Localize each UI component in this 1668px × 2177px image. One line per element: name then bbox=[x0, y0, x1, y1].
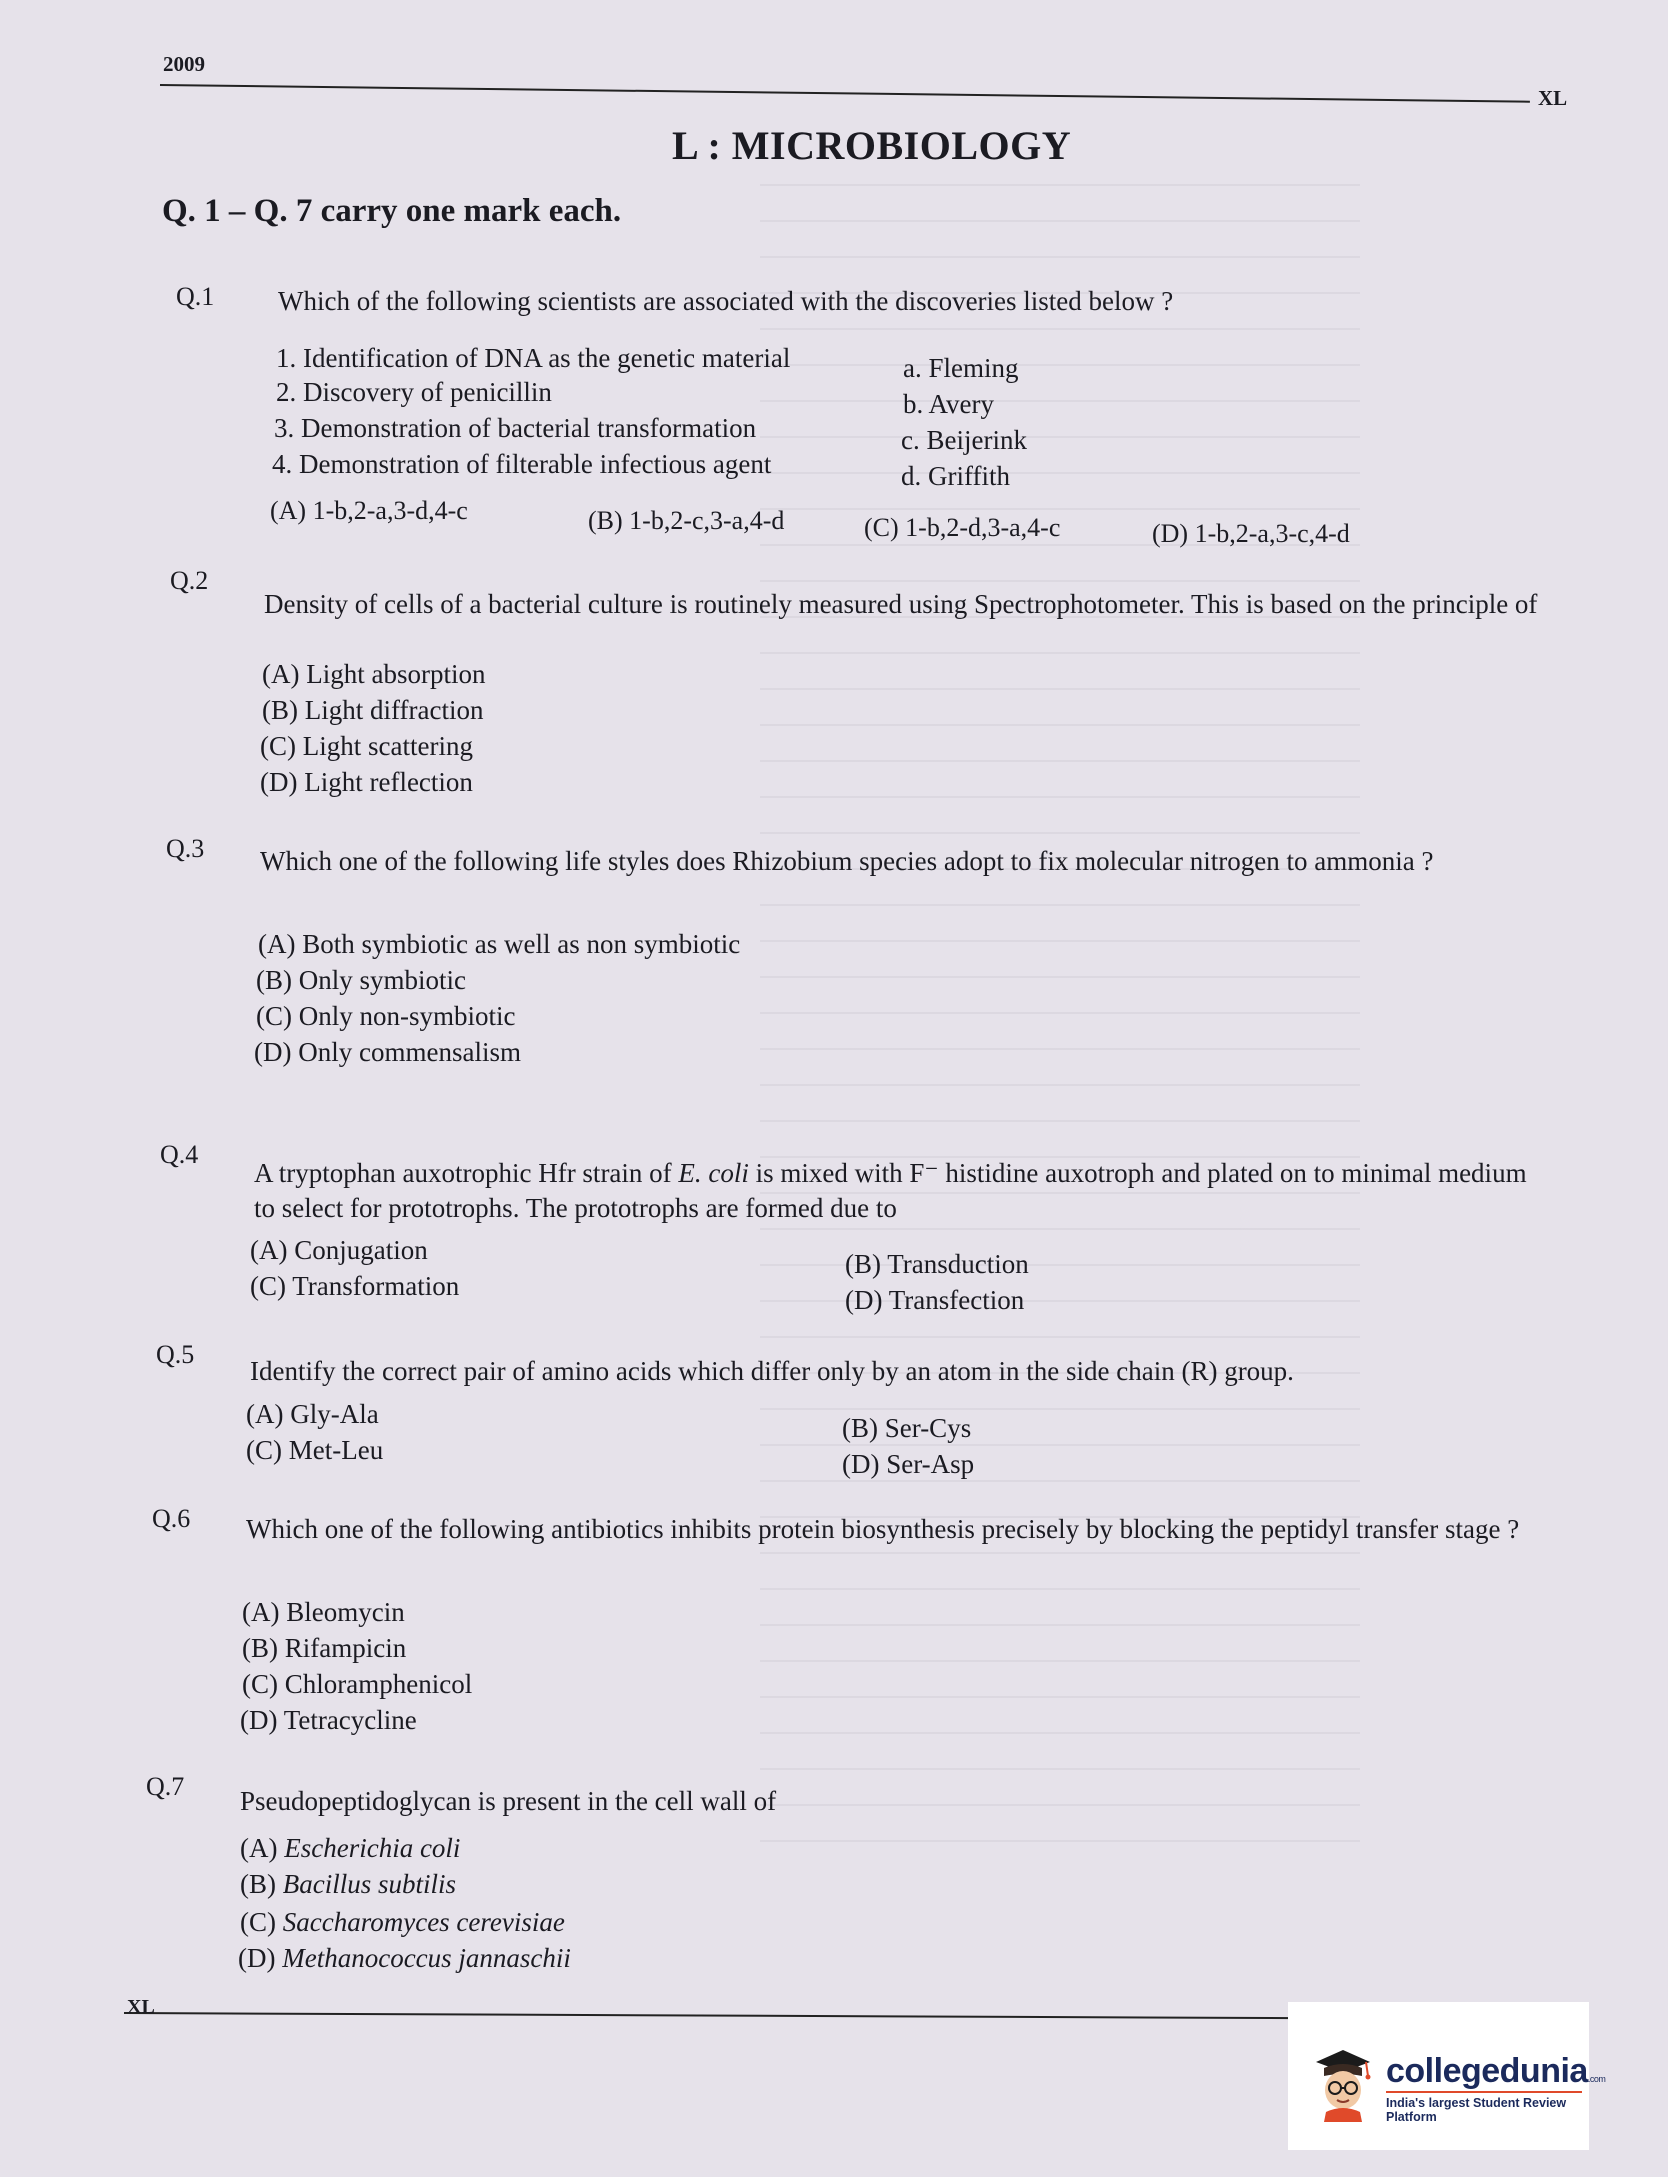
logo-wordmark: collegedunia.com bbox=[1386, 2052, 1606, 2090]
question-number: Q.6 bbox=[152, 1504, 191, 1533]
question-text: A tryptophan auxotrophic Hfr strain of E. coli is mixed with F⁻ histidine auxotroph and plated on to minimal medium to select for prototrophs. The prototrophs are formed due to bbox=[254, 1158, 1527, 1223]
answer-option[interactable]: (C) Light scattering bbox=[260, 731, 473, 761]
question-number: Q.7 bbox=[146, 1772, 185, 1801]
question-number: Q.2 bbox=[170, 566, 209, 595]
question-text: Density of cells of a bacterial culture is routinely measured using Spectrophotometer. This is based on the principle of bbox=[264, 589, 1538, 619]
match-item-left: 1. Identification of DNA as the genetic material bbox=[276, 343, 791, 373]
footer-paper-code: XL bbox=[127, 1996, 155, 2018]
answer-option[interactable]: (D) Transfection bbox=[845, 1285, 1025, 1315]
answer-option[interactable]: (C) Transformation bbox=[250, 1271, 460, 1301]
question-number: Q.1 bbox=[176, 282, 215, 311]
logo-underline bbox=[1386, 2091, 1582, 2093]
answer-option[interactable]: (B) 1-b,2-c,3-a,4-d bbox=[588, 506, 785, 535]
show-through-text bbox=[760, 150, 1360, 1850]
header-year: 2009 bbox=[163, 52, 205, 76]
answer-option[interactable]: (A) Gly-Ala bbox=[246, 1399, 379, 1429]
answer-option[interactable]: (B) Light diffraction bbox=[262, 695, 484, 725]
answer-option[interactable]: (A) Conjugation bbox=[250, 1235, 428, 1265]
answer-option[interactable]: (C) 1-b,2-d,3-a,4-c bbox=[864, 513, 1061, 542]
answer-option[interactable]: (A) Bleomycin bbox=[242, 1597, 405, 1627]
answer-option[interactable]: (A) Both symbiotic as well as non symbiotic bbox=[258, 929, 741, 959]
match-item-right: b. Avery bbox=[903, 389, 994, 419]
student-mascot-icon bbox=[1310, 2042, 1376, 2122]
answer-option[interactable]: (A) 1-b,2-a,3-d,4-c bbox=[270, 496, 468, 525]
question-number: Q.4 bbox=[160, 1140, 199, 1169]
question-text: Identify the correct pair of amino acids which differ only by an atom in the side chain (R) group. bbox=[250, 1356, 1294, 1386]
match-item-left: 3. Demonstration of bacterial transformation bbox=[274, 413, 757, 443]
answer-option[interactable]: (C) Saccharomyces cerevisiae bbox=[240, 1907, 565, 1937]
match-item-right: c. Beijerink bbox=[901, 425, 1027, 455]
section-note: Q. 1 – Q. 7 carry one mark each. bbox=[162, 193, 622, 229]
match-item-right: d. Griffith bbox=[901, 461, 1010, 491]
answer-option[interactable]: (B) Bacillus subtilis bbox=[240, 1869, 457, 1899]
question-text: Which one of the following life styles does Rhizobium species adopt to fix molecular nitrogen to ammonia ? bbox=[260, 846, 1434, 876]
logo-tagline: India's largest Student Review Platform bbox=[1386, 2096, 1567, 2124]
answer-option[interactable]: (D) 1-b,2-a,3-c,4-d bbox=[1152, 519, 1350, 548]
answer-option[interactable]: (D) Only commensalism bbox=[254, 1037, 521, 1067]
answer-option[interactable]: (A) Escherichia coli bbox=[240, 1833, 461, 1863]
question-number: Q.3 bbox=[166, 834, 205, 863]
answer-option[interactable]: (C) Chloramphenicol bbox=[242, 1669, 473, 1699]
question-text: Which one of the following antibiotics inhibits protein biosynthesis precisely by blocking the peptidyl transfer stage ? bbox=[246, 1514, 1520, 1544]
match-item-left: 2. Discovery of penicillin bbox=[276, 377, 552, 407]
question-text: Which of the following scientists are associated with the discoveries listed below ? bbox=[278, 286, 1174, 316]
organism-name: E. coli bbox=[678, 1158, 749, 1188]
collegedunia-logo bbox=[1288, 2002, 1606, 2150]
match-item-left: 4. Demonstration of filterable infectious agent bbox=[272, 449, 772, 479]
footer-rule bbox=[124, 2012, 1294, 2019]
answer-option[interactable]: (B) Rifampicin bbox=[242, 1633, 407, 1663]
answer-option[interactable]: (D) Tetracycline bbox=[240, 1705, 417, 1735]
answer-option[interactable]: (A) Light absorption bbox=[262, 659, 486, 689]
answer-option[interactable]: (D) Light reflection bbox=[260, 767, 473, 797]
answer-option[interactable]: (B) Ser-Cys bbox=[842, 1413, 972, 1443]
question-text: Pseudopeptidoglycan is present in the cell wall of bbox=[240, 1786, 777, 1816]
answer-option[interactable]: (C) Met-Leu bbox=[246, 1435, 384, 1465]
answer-option[interactable]: (D) Ser-Asp bbox=[842, 1449, 975, 1479]
header-paper-code: XL bbox=[1538, 86, 1568, 110]
match-item-right: a. Fleming bbox=[903, 353, 1019, 383]
answer-option[interactable]: (D) Methanococcus jannaschii bbox=[238, 1943, 571, 1973]
page-title: L : MICROBIOLOGY bbox=[672, 123, 1072, 168]
question-number: Q.5 bbox=[156, 1340, 195, 1369]
answer-option[interactable]: (C) Only non-symbiotic bbox=[256, 1001, 516, 1031]
answer-option[interactable]: (B) Only symbiotic bbox=[256, 965, 466, 995]
header-rule bbox=[160, 84, 1530, 103]
answer-option[interactable]: (B) Transduction bbox=[845, 1249, 1029, 1279]
